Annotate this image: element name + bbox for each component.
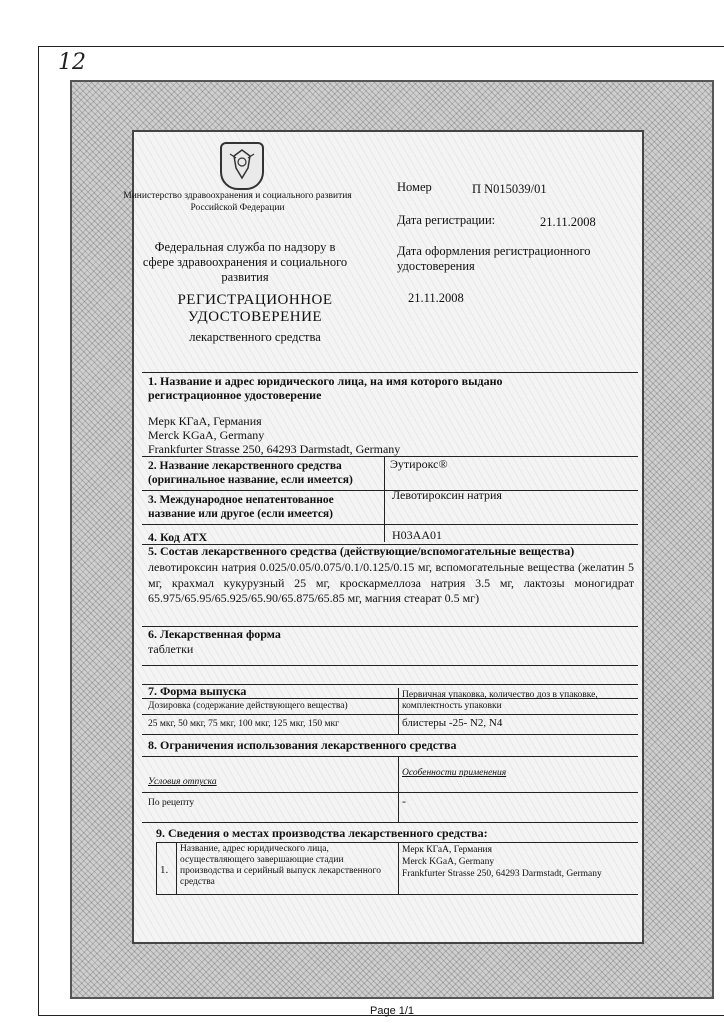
certificate-subtitle: лекарственного средства: [189, 330, 321, 344]
section-4-value: H03AA01: [392, 528, 442, 542]
section-9-line-2: Merck KGaA, Germany: [402, 857, 495, 867]
issue-date-label: Дата оформления регистрационного удостоверения: [397, 244, 591, 273]
number-label: Номер: [397, 180, 432, 194]
section-3-value: Левотироксин натрия: [392, 488, 502, 502]
divider: [142, 756, 638, 757]
title-line-1: РЕГИСТРАЦИОННОЕ: [177, 292, 333, 308]
issue-date-value: 21.11.2008: [408, 291, 464, 305]
section-7-title: 7. Форма выпуска: [148, 684, 247, 698]
section-7-col-2-header: Первичная упаковка, количество доз в упаковке, комплектность упаковки: [402, 690, 598, 711]
section-2-value: Эутирокс®: [390, 457, 448, 471]
section-6-title: 6. Лекарственная форма: [148, 627, 281, 641]
column-divider: [398, 688, 399, 734]
divider: [156, 894, 638, 895]
section-9-title: 9. Сведения о местах производства лекарственного средства:: [156, 826, 488, 840]
section-7-col-2-value: блистеры -25- N2, N4: [402, 717, 503, 729]
divider: [142, 792, 638, 793]
reg-date-label: Дата регистрации:: [397, 213, 496, 227]
section-5-title: 5. Состав лекарственного средства (действующие/вспомогательные вещества): [148, 544, 575, 558]
divider: [142, 524, 638, 525]
handwritten-page-mark: 12: [58, 50, 86, 75]
column-divider: [398, 756, 399, 822]
divider: [142, 372, 638, 373]
section-1-line-1: Мерк КГаА, Германия: [148, 414, 262, 428]
column-divider: [156, 842, 157, 894]
section-1-line-2: Merck KGaA, Germany: [148, 428, 265, 442]
section-4-title: 4. Код АТХ: [148, 530, 208, 544]
section-9-line-3: Frankfurter Strasse 250, 64293 Darmstadt, Germany: [402, 869, 602, 879]
divider: [156, 842, 638, 843]
divider: [142, 714, 638, 715]
section-7-col-1-value: 25 мкг, 50 мкг, 75 мкг, 100 мкг, 125 мкг, 150 мкг: [148, 719, 340, 729]
section-2-title: 2. Название лекарственного средства (оригинальное название, если имеется): [148, 460, 353, 486]
divider: [142, 734, 638, 735]
section-1-line-3: Frankfurter Strasse 250, 64293 Darmstadt, Germany: [148, 442, 401, 456]
section-5-text: левотироксин натрия 0.025/0.05/0.075/0.1/0.125/0.15 мг, вспомогательные вещества (желатин 5 мг, крахмал кукурузный 25 мг, кроскармеллоза натрия 3.5 мг, лактозы моногидрат 65.975/65.95/65.925/65.90/65.875/65.85 мг, магния стеарат 0.5 мг): [148, 560, 634, 605]
section-8-col-2-header: Особенности применения: [402, 768, 507, 778]
section-3-title: 3. Международное непатентованное название или другое (если имеется): [148, 494, 334, 520]
section-8-col-1-header: Условия отпуска: [148, 777, 217, 787]
column-divider: [384, 456, 385, 542]
divider: [142, 665, 638, 666]
title-line-2: УДОСТОВЕРЕНИЕ: [187, 309, 323, 325]
section-8-col-1-value: По рецепту: [148, 798, 195, 808]
section-7-col-1-header: Дозировка (содержание действующего вещества): [148, 701, 348, 711]
section-9-row-number: 1.: [160, 864, 169, 876]
divider: [142, 822, 638, 823]
section-6-value: таблетки: [148, 642, 194, 656]
section-1-title: 1. Название и адрес юридического лица, на имя которого выдано регистрационное удостоверение: [148, 374, 503, 402]
section-9-description: Название, адрес юридического лица, осуществляющего завершающие стадии производства и серийный выпуск лекарственного средства: [180, 844, 381, 887]
column-divider: [176, 842, 177, 894]
page-number: Page 1/1: [370, 1005, 415, 1017]
certificate-title: [150, 292, 360, 326]
section-8-title: 8. Ограничения использования лекарственного средства: [148, 738, 457, 752]
number-value: П N015039/01: [472, 182, 547, 196]
service-name: Федеральная служба по надзору в сфере здравоохранения и социального развития: [142, 240, 348, 284]
coat-of-arms-icon: [220, 142, 264, 190]
column-divider: [398, 842, 399, 894]
section-9-line-1: Мерк КГаА, Германия: [402, 845, 492, 855]
ministry-name: Министерство здравоохранения и социального развития Российской Федерации: [123, 191, 352, 213]
section-8-col-2-value: -: [402, 794, 406, 808]
reg-date-value: 21.11.2008: [540, 215, 596, 229]
